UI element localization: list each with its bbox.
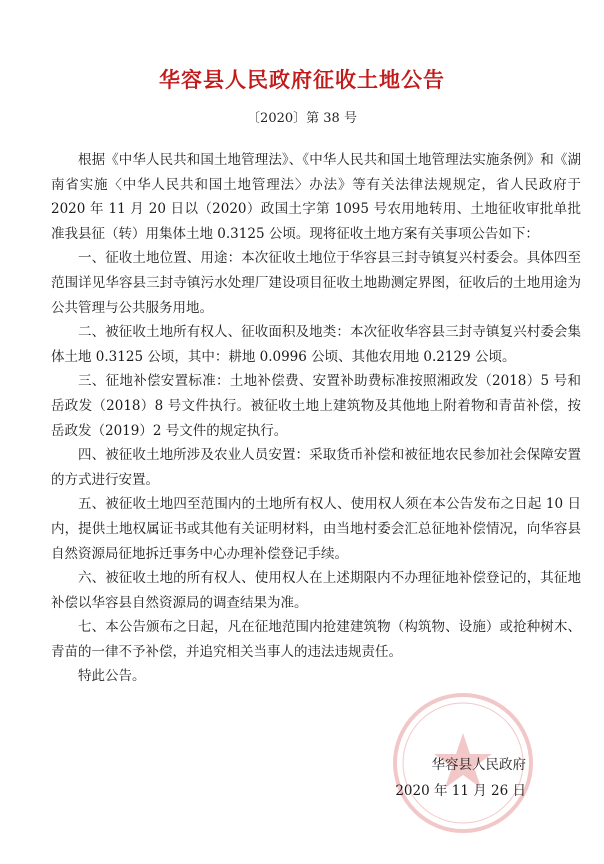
paragraph-5: 五、被征收土地四至范围内的土地所有权人、使用权人须在本公告发布之日起 10 日内，提供土地权属证书或其他有关证明材料，由当地村委会汇总征地补偿情况，向华容县自然资源局征地拆迁事务中心办理补偿登记手续。 (51, 496, 581, 562)
paragraph-6: 六、被征收土地的所有权人、使用权人在上述期限内不办理征地补偿登记的，其征地补偿以华容县自然资源局的调查结果为准。 (51, 570, 581, 611)
issue-date: 2020 年 11 月 26 日 (395, 783, 526, 799)
page-title: 华容县人民政府征收土地公告 (159, 67, 445, 92)
paragraph-2: 二、被征收土地所有权人、征收面积及地类：本次征收华容县三封寺镇复兴村委会集体土地 0.3125 公顷，其中：耕地 0.0996 公顷、其他农用地 0.2129 公顷。 (51, 324, 581, 365)
document-body (51, 148, 581, 689)
paragraph-intro: 根据《中华人民共和国土地管理法》、《中华人民共和国土地管理法实施条例》和《湖南省实施〈中华人民共和国土地管理法〉办法》等有关法律法规规定，省人民政府于 2020 年 11 月 20 日以（2020）政国土字第 1095 号农用地转用、土地征收审批单批准我县征（转）用集体土地 0.3125 公顷。现将征收土地方案有关事项公告如下： (51, 152, 581, 242)
signature-block (395, 752, 526, 804)
paragraph-1: 一、征收土地位置、用途：本次征收土地位于华容县三封寺镇复兴村委会。具体四至范围详见华容县三封寺镇污水处理厂建设项目征收土地勘测定界图，征收后的土地用途为公共管理与公共服务用地。 (51, 250, 581, 316)
paragraph-closing: 特此公告。 (78, 668, 146, 685)
paragraph-7: 七、本公告颁布之日起，凡在征地范围内抢建建筑物（构筑物、设施）或抢种树木、青苗的一律不予补偿，并追究相关当事人的违法违规责任。 (51, 619, 581, 660)
paragraph-3: 三、征地补偿安置标准：土地补偿费、安置补助费标准按照湘政发（2018）5 号和岳政发（2018）8 号文件执行。被征收土地上建筑物及其他地上附着物和青苗补偿，按岳政发（2019）2 号文件的规定执行。 (51, 373, 581, 439)
paragraph-4: 四、被征收土地所涉及农业人员安置：采取货币补偿和被征地农民参加社会保障安置的方式进行安置。 (51, 447, 581, 488)
issuer-name: 华容县人民政府 (431, 757, 526, 773)
document-number: 〔2020〕第 38 号 (247, 111, 357, 126)
